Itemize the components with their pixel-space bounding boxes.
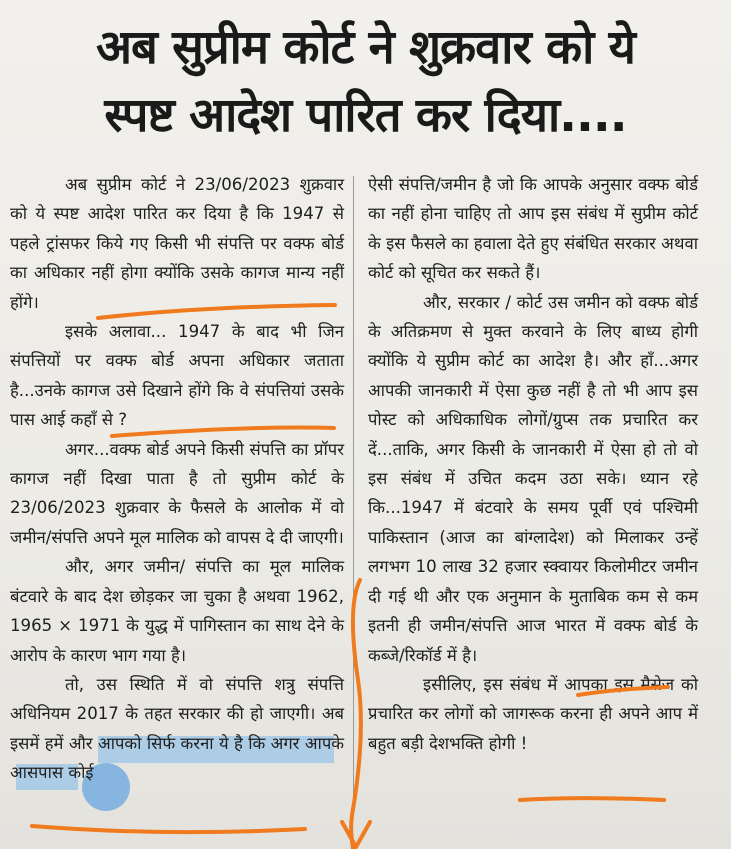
underline-stroke (578, 687, 668, 695)
article-paragraph: और, सरकार / कोर्ट उस जमीन को वक्फ बोर्ड के अतिक्रमण से मुक्त करवाने के लिए बाध्य होगी क्योंकि ये सुप्रीम कोर्ट का आदेश है। और हाँ...अगर आपकी जानकारी में ऐसा कुछ नहीं है तो भी आप इस पोस्ट को अधिकाधिक लोगों/ग्रुप्स तक प्रचारित कर दें...ताकि, अगर किसी के जानकारी में ऐसा हो तो वो इस संबंध में उचित कदम उठा सके। ध्यान रहे कि...1947 में बंटवारे के समय पूर्वी एवं पश्चिमी पाकिस्तान (आज का बांग्लादेश) को मिलाकर उन्हें लगभग 10 लाख 32 हजार स्क्वायर किलोमीटर जमीन दी गई थी और एक अनुमान के मुताबिक कम से कम इतनी ही जमीन/संपत्ति आज भारत में वक्फ बोर्ड के कब्जे/रिकॉर्ड में है। (368, 292, 698, 665)
article-paragraph: और, अगर जमीन/ संपत्ति का मूल मालिक बंटवारे के बाद देश छोड़कर जा चुका है अथवा 1962, 1965 × 1971 के युद्ध में पागिस्तान का साथ देने के आरोप के कारण भाग गया है। (10, 557, 344, 665)
headline-line-2: स्पष्ट आदेश पारित कर दिया.... (104, 88, 627, 143)
article-paragraph: तो, उस स्थिति में वो संपत्ति शत्रु संपत्ति अधिनियम 2017 के तहत सरकार की हो जाएगी। अब इसमें हमें और आपको सिर्फ करना ये है कि अगर आपके आसपास कोई (10, 674, 344, 783)
article-paragraph: अब सुप्रीम कोर्ट ने 23/06/2023 शुक्रवार को ये स्पष्ट आदेश पारित कर दिया है कि 1947 से पहले ट्रांसफर किये गए किसी भी संपत्ति पर वक्फ बोर्ड का अधिकार नहीं होगा क्योंकि उसके कागज मान्य नहीं होंगे। (10, 175, 344, 312)
article-paragraph: ऐसी संपत्ति/जमीन है जो कि आपके अनुसार वक्फ बोर्ड का नहीं होना चाहिए तो आप इस संबंध में सुप्रीम कोर्ट के इस फैसले का हवाला देते हुए संबंधित सरकार अथवा कोर्ट को सूचित कर सकते हैं। (368, 175, 698, 283)
bracket-stroke (351, 580, 361, 849)
article-paragraph: इसके अलावा... 1947 के बाद भी जिन संपत्तियों पर वक्फ बोर्ड अपना अधिकार जताता है...उनके कागज उसे दिखाने होंगे कि वे संपत्तियां उसके पास आई कहाँ से ? (10, 322, 344, 430)
arrow-stroke (342, 822, 370, 847)
article-paragraph: इसीलिए, इस संबंध में आपका इस मैसेज को प्रचारित कर लोगों को जागरूक करना ही अपने आप में बहुत बड़ी देशभक्ति होगी ! (368, 674, 698, 753)
underline-stroke (112, 427, 334, 436)
article-paragraph: अगर...वक्फ बोर्ड अपने किसी संपत्ति का प्रॉपर कागज नहीं दिखा पाता है तो सुप्रीम कोर्ट के 23/06/2023 शुक्रवार के फैसले के आलोक में वो जमीन/संपत्ति अपने मूल मालिक को वापस दे दी जाएगी। (10, 439, 344, 547)
underline-stroke (32, 826, 305, 832)
underline-stroke (98, 305, 335, 318)
underline-stroke (520, 798, 664, 800)
headline-line-1: अब सुप्रीम कोर्ट ने शुक्रवार को ये (96, 20, 635, 75)
